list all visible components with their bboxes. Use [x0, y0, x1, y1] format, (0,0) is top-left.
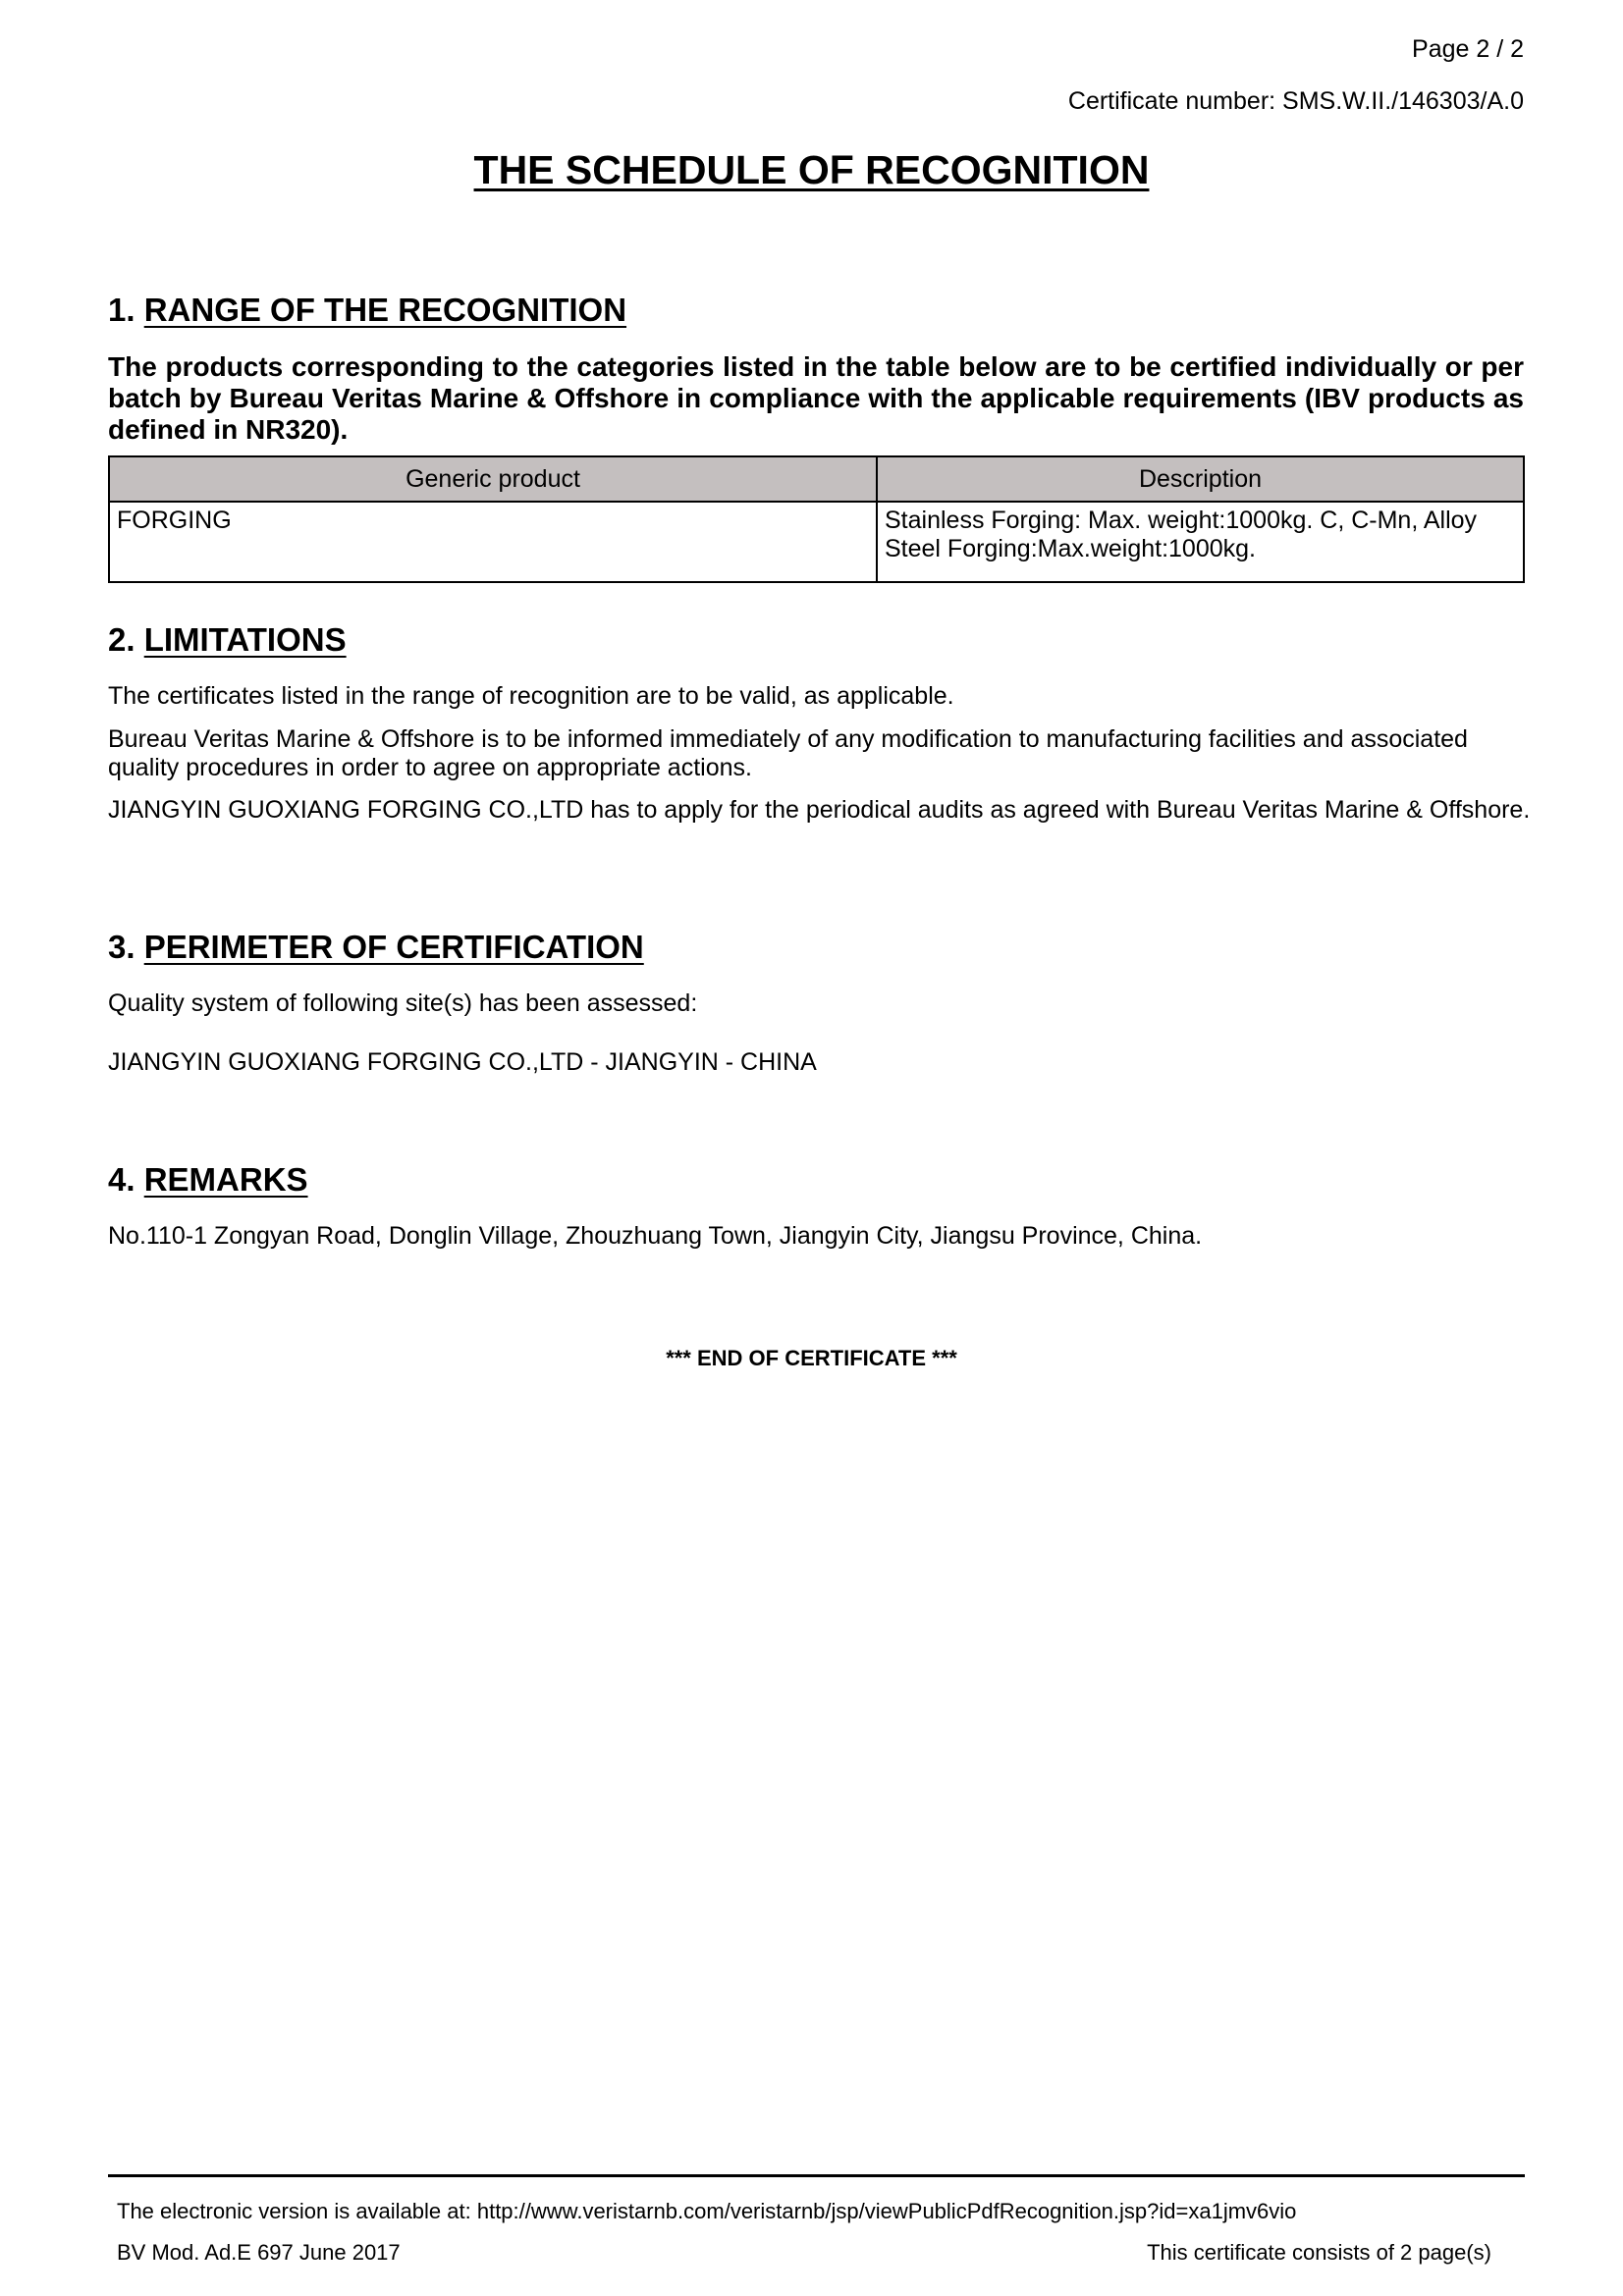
section-number: 2. [108, 621, 135, 658]
cell-generic-product: FORGING [109, 502, 877, 582]
document-title-text: THE SCHEDULE OF RECOGNITION [473, 147, 1150, 192]
end-of-certificate: *** END OF CERTIFICATE *** [666, 1346, 957, 1370]
section-heading-limitations [108, 621, 347, 659]
perimeter-site: JIANGYIN GUOXIANG FORGING CO.,LTD - JIANGYIN - CHINA [108, 1048, 817, 1076]
footer-form-reference: BV Mod. Ad.E 697 June 2017 [117, 2240, 401, 2265]
page-number: Page 2 / 2 [1412, 35, 1524, 63]
document-title [0, 147, 1623, 193]
perimeter-paragraph-1: Quality system of following site(s) has been assessed: [108, 989, 698, 1017]
section-title: LIMITATIONS [143, 621, 347, 658]
certificate-number: Certificate number: SMS.W.II./146303/A.0 [1067, 87, 1524, 115]
column-header-generic-product: Generic product [109, 456, 877, 502]
limitations-paragraph-3: JIANGYIN GUOXIANG FORGING CO.,LTD has to apply for the periodical audits as agreed with Bureau Veritas Marine & Offshore. [108, 796, 1531, 824]
section-heading-range [108, 292, 626, 329]
footer-electronic-version: The electronic version is available at: http://www.veristarnb.com/veristarnb/jsp/viewPublicPdfRecognition.jsp?id=xa1jmv6vio [117, 2199, 1297, 2223]
range-intro: The products corresponding to the categories listed in the table below are to be certified individually or per batch by Bureau Veritas Marine & Offshore in compliance with the applicable requirements (IBV products as defined in NR320). [108, 351, 1524, 445]
limitations-paragraph-2: Bureau Veritas Marine & Offshore is to be informed immediately of any modification to manufacturing facilities and associated quality procedures in order to agree on appropriate actions. [108, 725, 1468, 781]
table-header-row [109, 456, 1524, 502]
section-number: 3. [108, 929, 135, 965]
cell-description: Stainless Forging: Max. weight:1000kg. C, C-Mn, Alloy Steel Forging:Max.weight:1000kg. [877, 502, 1524, 582]
section-heading-remarks [108, 1161, 308, 1199]
section-heading-perimeter [108, 929, 644, 966]
section-title: PERIMETER OF CERTIFICATION [143, 929, 644, 965]
section-number: 1. [108, 292, 135, 328]
footer-divider [108, 2174, 1525, 2177]
footer-page-count: This certificate consists of 2 page(s) [1147, 2240, 1491, 2265]
section-number: 4. [108, 1161, 135, 1198]
table-row [109, 502, 1524, 582]
remarks-address: No.110-1 Zongyan Road, Donglin Village, Zhouzhuang Town, Jiangyin City, Jiangsu Province, China. [108, 1222, 1203, 1250]
section-title: RANGE OF THE RECOGNITION [143, 292, 627, 328]
range-table [108, 455, 1525, 583]
section-title: REMARKS [143, 1161, 308, 1198]
column-header-description: Description [877, 456, 1524, 502]
limitations-paragraph-1: The certificates listed in the range of recognition are to be valid, as applicable. [108, 682, 954, 710]
